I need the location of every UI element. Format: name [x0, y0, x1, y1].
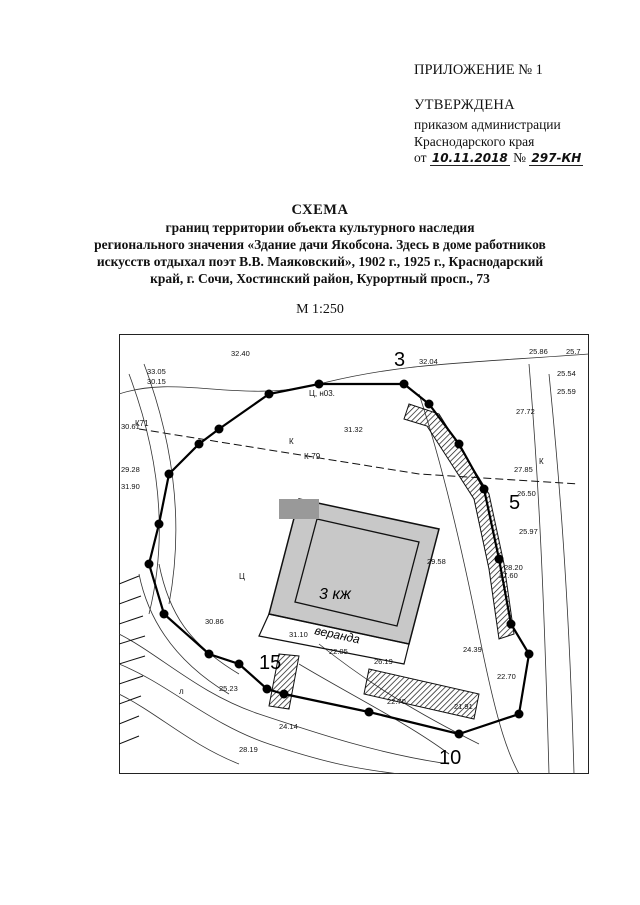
svg-text:К: К	[539, 457, 544, 466]
svg-text:31.10: 31.10	[289, 630, 308, 639]
document-title-block	[80, 202, 560, 287]
svg-text:л: л	[179, 687, 184, 696]
svg-text:22.70: 22.70	[387, 697, 406, 706]
building-label: 3 кж	[319, 586, 351, 603]
svg-text:31.32: 31.32	[344, 425, 363, 434]
point-label-5: 5	[509, 492, 521, 514]
svg-text:22.70: 22.70	[497, 672, 516, 681]
svg-text:27.85: 27.85	[514, 465, 533, 474]
building-annex	[279, 499, 319, 519]
svg-text:Ц: Ц	[239, 572, 245, 581]
svg-text:25.7: 25.7	[566, 347, 581, 356]
svg-text:25.59: 25.59	[557, 387, 576, 396]
title-line-2: регионального значения «Здание дачи Якобсона. Здесь в доме работников	[94, 237, 546, 252]
region-line: Краснодарского края	[414, 134, 535, 149]
svg-text:29.28: 29.28	[121, 465, 140, 474]
order-line: приказом администрации	[414, 117, 561, 132]
svg-text:28.20: 28.20	[504, 563, 523, 572]
svg-text:33.05: 33.05	[147, 367, 166, 376]
svg-text:24.39: 24.39	[463, 645, 482, 654]
svg-text:30.61: 30.61	[121, 422, 140, 431]
appendix-label: ПРИЛОЖЕНИЕ № 1	[414, 62, 543, 78]
svg-text:30.86: 30.86	[205, 617, 224, 626]
svg-text:30.15: 30.15	[147, 377, 166, 386]
svg-text:26.19: 26.19	[374, 657, 393, 666]
svg-text:22.05: 22.05	[329, 647, 348, 656]
svg-text:Ц, н03.: Ц, н03.	[309, 389, 335, 398]
boundary-scheme-map	[119, 334, 589, 774]
title-line-3: искусств отдыхал поэт В.В. Маяковский», 1902 г., 1925 г., Краснодарский	[96, 254, 544, 269]
svg-text:27.60: 27.60	[499, 571, 518, 580]
point-label-15: 15	[259, 652, 282, 674]
svg-text:29.58: 29.58	[427, 557, 446, 566]
svg-text:31.90: 31.90	[121, 482, 140, 491]
svg-text:28.19: 28.19	[239, 745, 258, 754]
svg-text:32.04: 32.04	[419, 357, 438, 366]
number-prefix: №	[513, 150, 527, 165]
point-label-10: 10	[439, 747, 462, 769]
svg-text:25.97: 25.97	[519, 527, 538, 536]
date-number-line	[414, 150, 583, 166]
approved-label: УТВЕРЖДЕНА	[414, 97, 515, 113]
title-line-1: границ территории объекта культурного наследия	[165, 220, 475, 235]
svg-text:К: К	[289, 437, 294, 446]
svg-text:К-79: К-79	[304, 452, 321, 461]
map-scale: М 1:250	[296, 302, 344, 317]
number-value: 297-КН	[531, 151, 582, 165]
svg-text:32.40: 32.40	[231, 349, 250, 358]
svg-text:25.54: 25.54	[557, 369, 576, 378]
title-line-4: край, г. Сочи, Хостинский район, Курортный просп., 73	[150, 271, 490, 286]
veranda-label: веранда	[313, 623, 362, 647]
date-value: 10.11.2018	[431, 151, 508, 165]
svg-text:К71: К71	[135, 419, 149, 428]
svg-text:25.86: 25.86	[529, 347, 548, 356]
date-prefix: от	[414, 150, 427, 165]
svg-text:26.50: 26.50	[517, 489, 536, 498]
document-title: СХЕМА	[291, 202, 349, 218]
svg-text:25.23: 25.23	[219, 684, 238, 693]
svg-text:24.14: 24.14	[279, 722, 298, 731]
svg-text:27.72: 27.72	[516, 407, 535, 416]
point-label-3: 3	[394, 349, 406, 371]
svg-text:21.91: 21.91	[454, 702, 473, 711]
